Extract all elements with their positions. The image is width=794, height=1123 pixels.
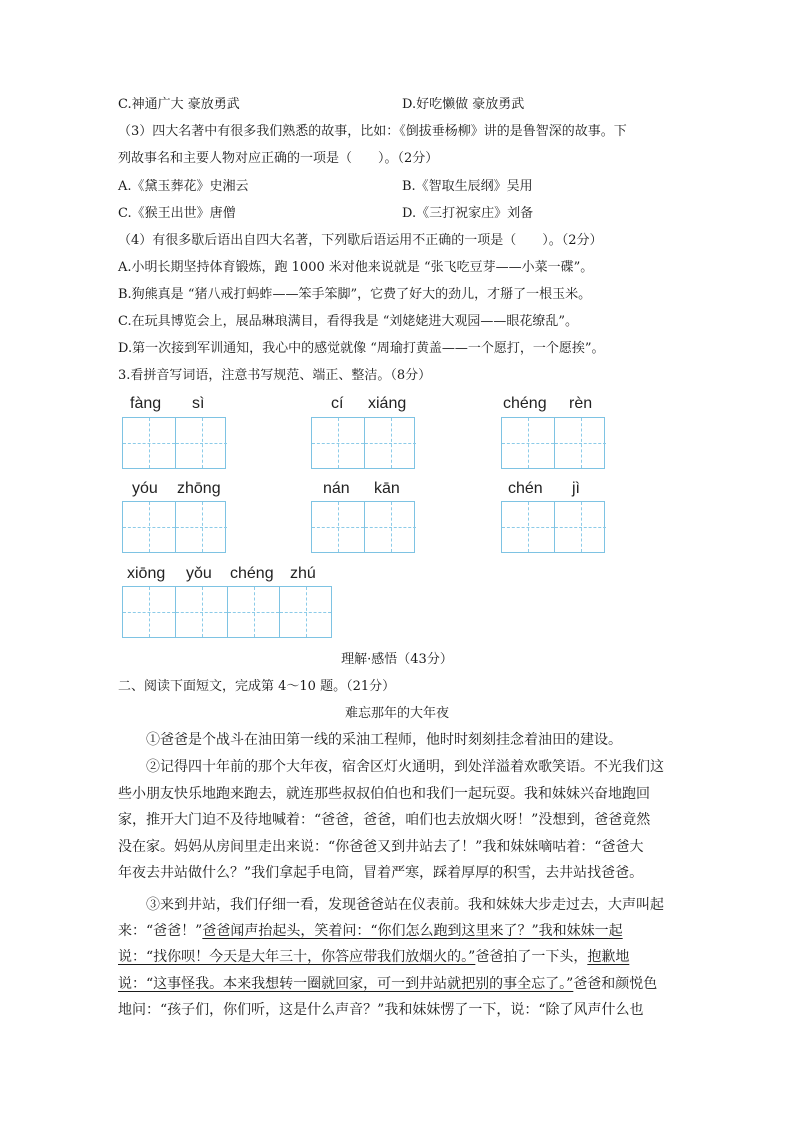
q2-option-c: C.神通广大 豪放勇武 xyxy=(118,97,240,112)
passage-p2-line2: 些小朋友快乐地跑来跑去，就连那些叔叔伯伯也和我们一起玩耍。我和妹妹兴奋地跑回 xyxy=(118,786,650,802)
passage-p3-line2 xyxy=(118,918,678,945)
pinyin-syllable: chéng xyxy=(503,395,547,412)
underlined-sentence: 爸爸闻声抬起头，笑着问：“你们怎么跑到这里来了？”我和妹妹一起 xyxy=(202,923,623,939)
pinyin-syllable: yóu xyxy=(132,480,158,497)
pinyin-syllable: zhú xyxy=(290,565,316,582)
q3-option-a: A.《黛玉葬花》史湘云 xyxy=(118,179,249,194)
passage-p3-line1: ③来到井站，我们仔细一看，发现爸爸站在仪表前。我和妹妹大步走过去，大声叫起 xyxy=(146,897,664,913)
pinyin-syllable: sì xyxy=(192,395,205,412)
passage-p3-line4 xyxy=(118,971,678,998)
underlined-sentence: 说：“找你呗！今天是大年三十，你答应带我们放烟火的。” xyxy=(118,949,476,965)
q3-option-c: C.《猴王出世》唐僧 xyxy=(118,206,236,221)
passage-text: 爸爸和颜悦色 xyxy=(573,976,658,992)
q3-stem-line2: 列故事名和主要人物对应正确的一项是（ ）。（2分） xyxy=(118,151,439,166)
pinyin-syllable: chéng xyxy=(230,565,274,582)
q4-option-c: C.在玩具博览会上，展品琳琅满目，看得我是 “刘姥姥进大观园——眼花缭乱”。 xyxy=(118,314,579,329)
q4-option-b: B.狗熊真是 “猪八戒打蚂蚱——笨手笨脚”，它费了好大的劲儿，才掰了一根玉米。 xyxy=(118,287,592,302)
q3-stem-line1: （3）四大名著中有很多我们熟悉的故事，比如：《倒拔垂杨柳》讲的是鲁智深的故事。下 xyxy=(118,124,627,139)
passage-p2-line4: 没在家。妈妈从房间里走出来说：“你爸爸又到井站去了！”我和妹妹嘀咕着：“爸爸大 xyxy=(118,839,644,855)
writing-grid[interactable] xyxy=(122,501,226,553)
pinyin-task-title: 3.看拼音写词语，注意书写规范、端正、整洁。（8分） xyxy=(118,368,432,383)
q4-option-d: D.第一次接到军训通知，我心中的感觉就像 “周瑜打黄盖——一个愿打，一个愿挨”。 xyxy=(118,341,605,356)
pinyin-syllable: yǒu xyxy=(186,565,212,582)
passage-p2-line3: 家，推开大门迫不及待地喊着：“爸爸，爸爸，咱们也去放烟火呀！”没想到，爸爸竟然 xyxy=(118,812,651,828)
pinyin-syllable: chén xyxy=(508,480,543,497)
passage-paragraph-1: ①爸爸是个战斗在油田第一线的采油工程师，他时时刻刻挂念着油田的建设。 xyxy=(146,732,622,748)
writing-grid[interactable] xyxy=(122,417,226,469)
pinyin-syllable: nán xyxy=(323,480,350,497)
q4-option-a: A.小明长期坚持体育锻炼，跑 1000 米对他来说就是 “张飞吃豆芽——小菜一碟”。 xyxy=(118,260,594,275)
passage-text: 爸爸拍了一下头， xyxy=(475,949,588,965)
passage-p3-line3 xyxy=(118,944,678,971)
passage-text: 来：“爸爸！” xyxy=(118,923,203,939)
passage-p2-line5: 年夜去井站做什么？”我们拿起手电筒，冒着严寒，踩着厚厚的积雪，去井站找爸爸。 xyxy=(118,865,644,881)
q3-option-b: B.《智取生辰纲》吴用 xyxy=(402,179,533,194)
passage-p2-line1: ②记得四十年前的那个大年夜，宿舍区灯火通明，到处洋溢着欢歌笑语。不光我们这 xyxy=(146,759,664,775)
part2-instruction: 二、阅读下面短文，完成第 4～10 题。（21分） xyxy=(118,679,396,694)
writing-grid[interactable] xyxy=(501,417,605,469)
underlined-sentence: 说：“这事怪我。本来我想转一圈就回家，可一到井站就把别的事全忘了。” xyxy=(118,976,574,992)
section-heading: 理解·感悟（43分） xyxy=(341,652,453,667)
writing-grid[interactable] xyxy=(122,586,332,638)
q3-option-d: D.《三打祝家庄》刘备 xyxy=(402,206,534,221)
pinyin-syllable: kān xyxy=(374,480,400,497)
pinyin-syllable: fàng xyxy=(130,395,162,412)
pinyin-syllable: zhōng xyxy=(177,480,221,497)
passage-title: 难忘那年的大年夜 xyxy=(344,706,449,721)
pinyin-syllable: jì xyxy=(572,480,580,497)
pinyin-syllable: cí xyxy=(331,395,344,412)
pinyin-syllable: xiáng xyxy=(368,395,407,412)
writing-grid[interactable] xyxy=(311,417,415,469)
q4-stem: （4）有很多歇后语出自四大名著，下列歇后语运用不正确的一项是（ ）。（2分） xyxy=(118,233,603,248)
q2-option-d: D.好吃懒做 豪放勇武 xyxy=(402,97,525,112)
pinyin-syllable: rèn xyxy=(569,395,593,412)
passage-p3-line5: 地问：“孩子们，你们听，这是什么声音？”我和妹妹愣了一下，说：“除了风声什么也 xyxy=(118,1002,644,1018)
pinyin-syllable: xiōng xyxy=(127,565,166,582)
underlined-word: 抱歉地 xyxy=(587,949,630,965)
writing-grid[interactable] xyxy=(501,501,605,553)
writing-grid[interactable] xyxy=(311,501,415,553)
